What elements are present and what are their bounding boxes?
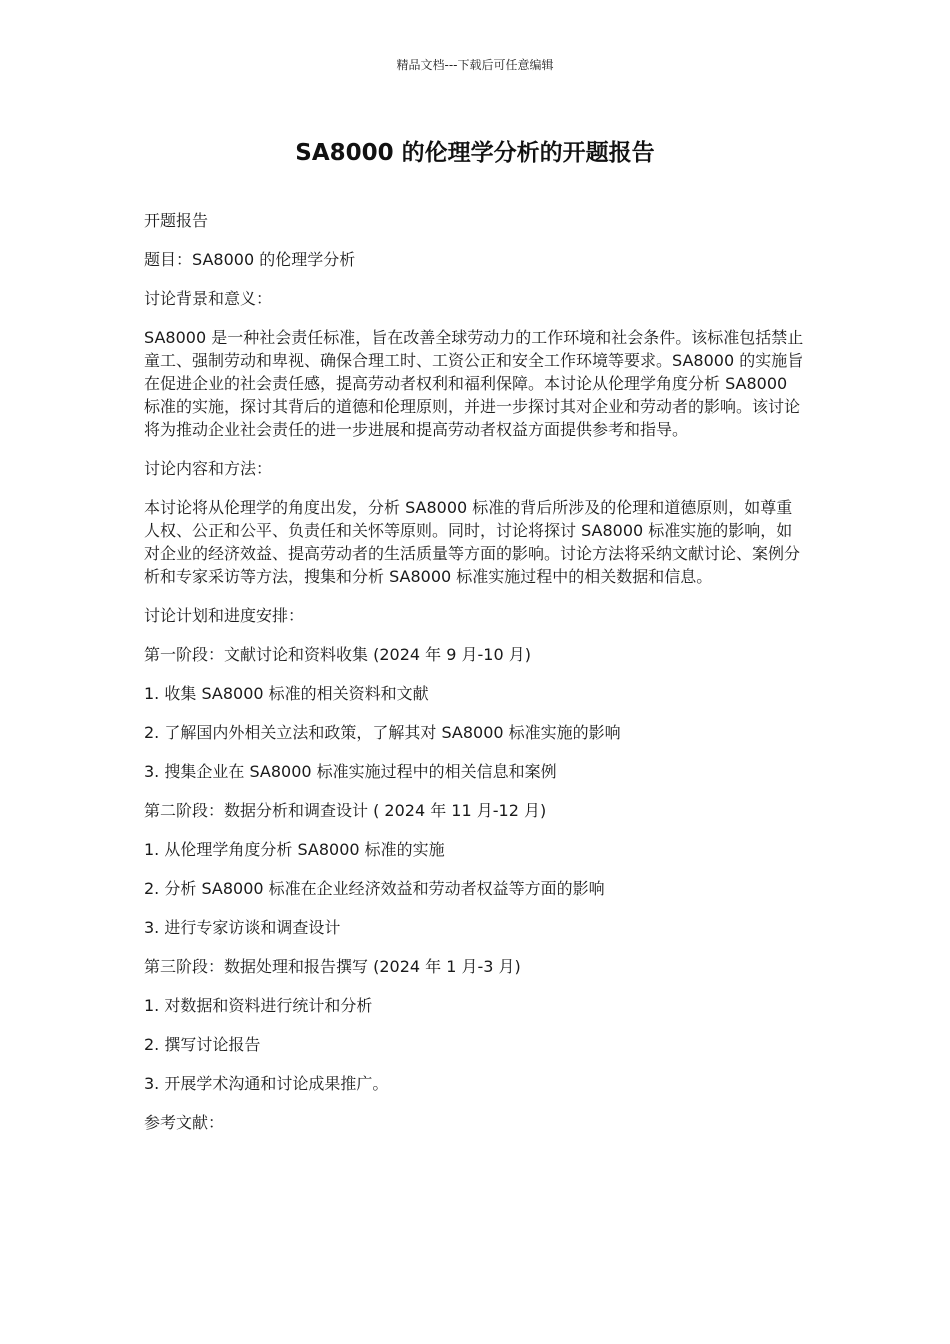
page-header: 精品文档---下载后可任意编辑 xyxy=(396,58,554,72)
phase1-item: 3. 搜集企业在 SA8000 标准实施过程中的相关信息和案例 xyxy=(144,762,557,781)
phase2-item: 1. 从伦理学角度分析 SA8000 标准的实施 xyxy=(144,840,445,859)
plan-heading: 讨论计划和进度安排： xyxy=(144,606,305,625)
phase2-item: 2. 分析 SA8000 标准在企业经济效益和劳动者权益等方面的影响 xyxy=(144,879,605,898)
phase2-item: 3. 进行专家访谈和调查设计 xyxy=(144,918,341,937)
references-heading: 参考文献： xyxy=(144,1113,225,1132)
document-title: SA8000 的伦理学分析的开题报告 xyxy=(295,140,655,166)
background-heading: 讨论背景和意义： xyxy=(144,289,273,308)
content-heading: 讨论内容和方法： xyxy=(144,459,273,478)
background-paragraph: SA8000 是一种社会责任标准，旨在改善全球劳动力的工作环境和社会条件。该标准包括禁止童工、强制劳动和卑视、确保合理工时、工资公正和安全工作环境等要求。SA8000 的实施旨在促进企业的社会责任感，提高劳动者权利和福利保障。本讨论从伦理学角度分析 SA8000 标准的实施，探讨其背后的道德和伦理原则，并进一步探讨其对企业和劳动者的影响。该讨论将为推动企业社会责任的进一步进展和提高劳动者权益方面提供参考和指导。 xyxy=(144,328,804,439)
phase2-title: 第二阶段：数据分析和调查设计 ( 2024 年 11 月-12 月) xyxy=(144,801,547,820)
phase3-title: 第三阶段：数据处理和报告撰写 (2024 年 1 月-3 月) xyxy=(144,957,521,976)
content-paragraph: 本讨论将从伦理学的角度出发，分析 SA8000 标准的背后所涉及的伦理和道德原则，如尊重人权、公正和公平、负责任和关怀等原则。同时，讨论将探讨 SA8000 标准实施的影响，如对企业的经济效益、提高劳动者的生活质量等方面的影响。讨论方法将采纳文献讨论、案例分析和专家采访等方法，搜集和分析 SA8000 标准实施过程中的相关数据和信息。 xyxy=(144,498,801,586)
phase1-title: 第一阶段：文献讨论和资料收集 (2024 年 9 月-10 月) xyxy=(144,645,531,664)
phase3-item: 3. 开展学术沟通和讨论成果推广。 xyxy=(144,1074,389,1093)
phase1-item: 1. 收集 SA8000 标准的相关资料和文献 xyxy=(144,684,429,703)
report-label: 开题报告 xyxy=(144,211,209,230)
phase3-item: 1. 对数据和资料进行统计和分析 xyxy=(144,996,373,1015)
phase3-item: 2. 撰写讨论报告 xyxy=(144,1035,261,1054)
phase1-item: 2. 了解国内外相关立法和政策，了解其对 SA8000 标准实施的影响 xyxy=(144,723,621,742)
topic-line: 题目：SA8000 的伦理学分析 xyxy=(144,250,356,269)
document-body xyxy=(144,209,804,1150)
